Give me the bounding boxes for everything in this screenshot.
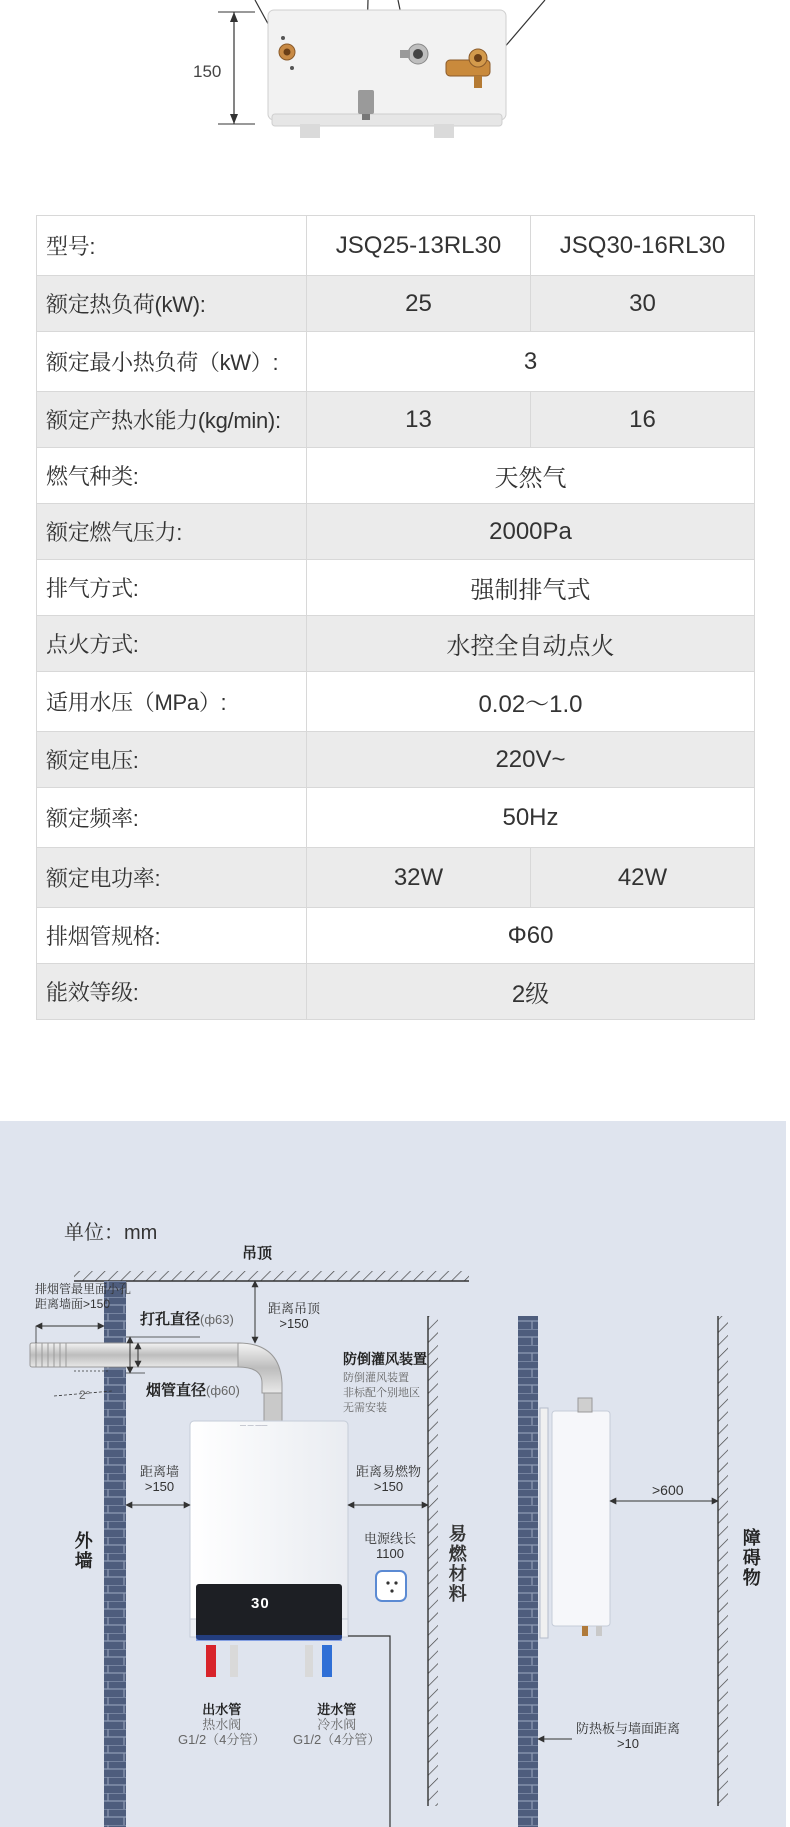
table-row — [37, 908, 755, 964]
table-row — [37, 732, 755, 788]
table-row — [37, 448, 755, 504]
row-label: 点火方式: — [37, 616, 307, 672]
flammable-material-label: 易燃材料 — [446, 1524, 467, 1604]
svg-text:— — ——: — — —— — [240, 1423, 268, 1429]
backplate-illustration — [0, 0, 790, 180]
cell-value: 50Hz — [307, 788, 755, 848]
anti-backflow-note: 防倒灌风装置 非标配个别地区 无需安装 — [343, 1372, 420, 1414]
cell-value: 2级 — [307, 964, 755, 1020]
unit-label: 单位：mm — [64, 1222, 158, 1244]
table-row — [37, 848, 755, 908]
power-cord-length: 电源线长 1100 — [364, 1531, 417, 1561]
row-label: 燃气种类: — [37, 448, 307, 504]
cell-value: 0.02～1.0 — [307, 672, 755, 732]
cell-value: 42W — [531, 848, 755, 908]
row-label: 能效等级: — [37, 964, 307, 1020]
cell-value: 天然气 — [307, 448, 755, 504]
display-reading: 30 — [251, 1595, 270, 1612]
table-row — [37, 276, 755, 332]
row-label: 额定热负荷(kW): — [37, 276, 307, 332]
top-drawing — [0, 0, 790, 180]
cell-value: JSQ25-13RL30 — [307, 216, 531, 276]
table-row — [37, 504, 755, 560]
cell-value: 30 — [531, 276, 755, 332]
installation-diagram — [0, 1121, 786, 1827]
table-row — [37, 560, 755, 616]
hot-outlet-label: 出水管 热水阀 G1/2（4分管） — [178, 1702, 266, 1747]
front-clearance: >600 — [652, 1482, 684, 1498]
spec-table — [36, 215, 755, 1020]
cell-value: 16 — [531, 392, 755, 448]
cold-inlet-label: 进水管 冷水阀 G1/2（4分管） — [293, 1702, 381, 1747]
table-row — [37, 616, 755, 672]
wall-distance: 距离墙 >150 — [140, 1464, 180, 1494]
height-dimension-label: 150 — [193, 62, 222, 81]
row-label: 额定产热水能力(kg/min): — [37, 392, 307, 448]
cell-value: JSQ30-16RL30 — [531, 216, 755, 276]
row-label: 排烟管规格: — [37, 908, 307, 964]
flammable-distance: 距离易燃物 >150 — [356, 1464, 422, 1494]
obstacle-label: 障碍物 — [740, 1528, 761, 1588]
flue-hole-note-line2: 距离墙面>150 — [35, 1297, 111, 1311]
row-label: 适用水压（MPa）: — [37, 672, 307, 732]
cell-value: 32W — [307, 848, 531, 908]
table-row — [37, 216, 755, 276]
row-label: 额定电压: — [37, 732, 307, 788]
cell-value: 3 — [307, 332, 755, 392]
row-label: 额定电功率: — [37, 848, 307, 908]
cell-value: 强制排气式 — [307, 560, 755, 616]
cell-value: 13 — [307, 392, 531, 448]
cell-value: 220V~ — [307, 732, 755, 788]
anti-backflow-title: 防倒灌风装置 — [343, 1351, 427, 1367]
ceiling-label: 吊顶 — [242, 1245, 273, 1262]
cell-value: 2000Pa — [307, 504, 755, 560]
slope-label: 2° — [79, 1388, 91, 1402]
table-row — [37, 392, 755, 448]
panel-distance: 防热板与墙面距离 >10 — [576, 1721, 681, 1751]
row-label: 额定频率: — [37, 788, 307, 848]
row-label: 型号: — [37, 216, 307, 276]
outer-wall-label: 外墙 — [72, 1531, 93, 1571]
row-label: 排气方式: — [37, 560, 307, 616]
table-row — [37, 788, 755, 848]
cell-value: 25 — [307, 276, 531, 332]
table-row — [37, 964, 755, 1020]
row-label: 额定燃气压力: — [37, 504, 307, 560]
hole-diameter-label: 打孔直径(ф63) — [140, 1311, 234, 1328]
flue-hole-note-line1: 排烟管最里面小孔 — [35, 1282, 132, 1296]
cell-value: 水控全自动点火 — [307, 616, 755, 672]
table-row — [37, 672, 755, 732]
row-label: 额定最小热负荷（kW）: — [37, 332, 307, 392]
table-row — [37, 332, 755, 392]
pipe-diameter-label: 烟管直径(ф60) — [146, 1382, 240, 1399]
ceiling-distance: 距离吊顶 >150 — [268, 1301, 321, 1331]
cell-value: Φ60 — [307, 908, 755, 964]
